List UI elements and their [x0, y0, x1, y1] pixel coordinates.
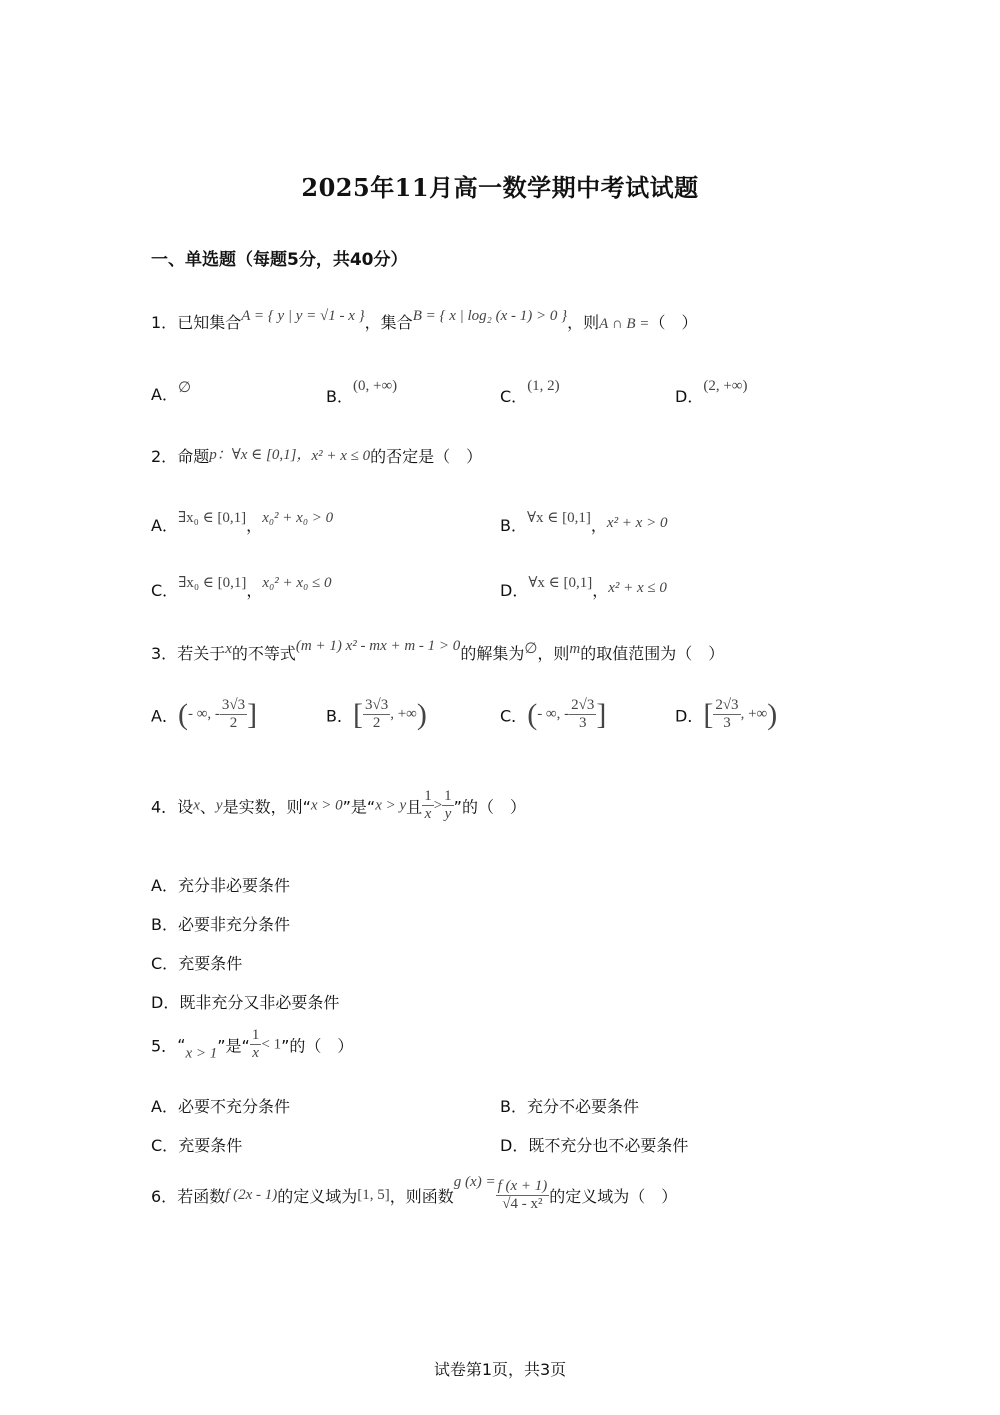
domain-value: [1, 5] — [357, 1187, 390, 1203]
numerator: 2√3 — [569, 697, 596, 715]
option-a — [151, 697, 257, 733]
question-text: 的定义域为 — [277, 1187, 358, 1206]
option-c — [500, 378, 560, 407]
question-text: 是实数，则“ — [222, 797, 311, 817]
question-number: 6． — [151, 1187, 178, 1206]
fraction — [422, 788, 434, 824]
option-text: 充分非必要条件 — [177, 876, 290, 895]
question-1 — [151, 308, 697, 333]
option-value: x² + x > 0 — [606, 515, 668, 531]
option-c — [151, 951, 242, 974]
option-text: 既不充分也不必要条件 — [528, 1136, 689, 1155]
question-text: 的取值范围为（ ） — [580, 644, 725, 663]
option-a — [151, 508, 333, 536]
question-text: 的否定是（ ） — [370, 447, 483, 466]
bracket: ) — [767, 697, 778, 731]
question-number: 1． — [151, 313, 178, 332]
fraction — [220, 697, 247, 733]
question-text: ，则 — [567, 313, 600, 332]
numerator: 1 — [422, 788, 434, 806]
numerator: f (x + 1) — [496, 1178, 550, 1196]
option-text: 充要条件 — [178, 1136, 243, 1155]
denominator: √4 - x² — [502, 1196, 543, 1212]
option-value: (2, +∞) — [703, 378, 748, 394]
option-label: C． — [500, 706, 528, 726]
option-text: 充分不必要条件 — [526, 1097, 639, 1116]
option-sep: ， — [590, 516, 607, 535]
option-value: ∅ — [177, 380, 192, 396]
option-label: D． — [675, 387, 704, 406]
inequality: (m + 1) x² - mx + m - 1 > 0 — [295, 638, 461, 654]
fraction — [442, 788, 454, 824]
question-6 — [151, 1174, 677, 1213]
option-label: A． — [151, 876, 178, 895]
question-text: 若函数 — [177, 1187, 226, 1206]
option-value: - ∞, - — [537, 706, 570, 723]
fraction — [363, 697, 390, 733]
inequality: x² + x ≤ 0 — [311, 448, 371, 464]
question-text: 的不等式 — [231, 644, 296, 663]
option-value: , +∞ — [740, 706, 768, 723]
denominator: 2 — [372, 715, 381, 732]
option-d — [151, 990, 339, 1013]
variable: x — [193, 797, 200, 814]
option-text: 充要条件 — [178, 954, 243, 973]
numerator: 3√3 — [220, 697, 247, 715]
option-b — [500, 1094, 639, 1117]
question-text: 的定义域为（ ） — [549, 1187, 678, 1206]
denominator: 3 — [578, 715, 587, 732]
question-text: ”的（ ） — [453, 797, 526, 817]
option-label: B． — [151, 915, 178, 934]
bracket: ( — [177, 697, 188, 731]
numerator: 3√3 — [363, 697, 390, 715]
option-value: ∃x₀ ∈ [0,1] — [178, 575, 247, 591]
bracket: ( — [527, 697, 538, 731]
option-a — [151, 1094, 290, 1117]
option-label: C． — [151, 954, 179, 973]
numerator: 1 — [442, 788, 454, 806]
question-2 — [151, 443, 482, 467]
question-text: ”是“ — [342, 797, 376, 817]
condition: x > y — [375, 797, 407, 814]
option-text: 必要非充分条件 — [177, 915, 290, 934]
option-value: x₀² + x₀ > 0 — [262, 510, 334, 526]
set-a: A = { y | y = √1 - x } — [241, 308, 365, 324]
option-label: D． — [500, 581, 529, 600]
option-b — [326, 697, 427, 733]
operator: > — [433, 797, 443, 814]
question-text: 已知集合 — [177, 313, 242, 332]
option-value: x² + x ≤ 0 — [608, 580, 667, 596]
fraction — [250, 1027, 262, 1063]
option-b — [500, 508, 667, 536]
question-text: 设 — [177, 797, 194, 817]
question-text: 且 — [406, 797, 423, 817]
bracket: ] — [247, 697, 258, 731]
variable: y — [215, 797, 223, 814]
denominator: y — [444, 806, 452, 823]
question-text: ”是“ — [217, 1036, 250, 1056]
section-heading: 一、单选题（每题5分，共40分） — [151, 250, 408, 270]
question-4 — [151, 788, 526, 824]
option-label: B． — [326, 387, 353, 406]
option-label: C． — [500, 387, 528, 406]
set-b: B = { x | log₂ (x - 1) > 0 } — [412, 308, 568, 324]
answer-paren: （ ） — [649, 313, 698, 332]
question-number: 3． — [151, 644, 178, 663]
question-text: 若关于 — [177, 644, 226, 663]
option-value: x₀² + x₀ ≤ 0 — [262, 575, 332, 591]
page-title: 2025年11月高一数学期中考试试题 — [301, 173, 699, 202]
option-label: A． — [151, 706, 178, 726]
function: g (x) = — [453, 1174, 496, 1190]
empty-set: ∅ — [524, 641, 538, 657]
proposition: p：∀x ∈ [0,1]， — [209, 447, 312, 463]
option-value: ∃x₀ ∈ [0,1] — [177, 510, 247, 526]
option-label: A． — [151, 385, 178, 404]
option-c — [500, 697, 606, 733]
question-text: ，集合 — [364, 313, 413, 332]
option-value: (0, +∞) — [352, 378, 398, 394]
expression: A ∩ B = — [599, 316, 650, 332]
option-sep: ， — [592, 581, 609, 600]
bracket: ] — [596, 697, 607, 731]
question-text: 的解集为 — [460, 644, 525, 663]
option-value: (1, 2) — [527, 378, 560, 394]
denominator: x — [424, 806, 432, 823]
option-value: ∀x ∈ [0,1] — [528, 575, 593, 591]
option-text: 必要不充分条件 — [177, 1097, 290, 1116]
question-text: 命题 — [177, 447, 210, 466]
option-text: 既非充分又非必要条件 — [179, 993, 340, 1012]
option-label: A． — [151, 1097, 178, 1116]
numerator: 1 — [250, 1027, 262, 1045]
numerator: 2√3 — [713, 697, 740, 715]
operator: < 1 — [261, 1036, 282, 1053]
bracket: [ — [703, 697, 714, 731]
option-label: D． — [500, 1136, 529, 1155]
denominator: 2 — [229, 715, 238, 732]
condition: x > 0 — [310, 797, 343, 814]
bracket: ) — [416, 697, 427, 731]
option-d — [675, 697, 777, 733]
option-label: D． — [675, 706, 704, 726]
denominator: 3 — [723, 715, 731, 732]
option-sep: ， — [246, 581, 263, 600]
question-number: 4． — [151, 797, 178, 817]
option-d — [500, 1133, 688, 1156]
option-d — [500, 573, 667, 601]
fraction — [569, 697, 596, 733]
denominator: x — [252, 1045, 259, 1062]
question-5 — [151, 1027, 353, 1063]
question-number: 5． — [151, 1036, 178, 1056]
page-footer: 试卷第1页，共3页 — [433, 1360, 567, 1379]
option-c — [151, 1133, 242, 1156]
question-text: 、 — [199, 797, 216, 817]
question-text: “ — [177, 1035, 186, 1055]
variable: x — [225, 641, 232, 657]
option-b — [326, 378, 397, 407]
option-label: A． — [151, 516, 178, 535]
question-text: ，则 — [537, 644, 570, 663]
fraction — [713, 697, 740, 733]
variable: m — [569, 641, 581, 657]
option-b — [151, 912, 290, 935]
option-value: - ∞, - — [187, 706, 220, 723]
option-label: C． — [151, 1136, 179, 1155]
option-a — [151, 873, 290, 896]
option-label: B． — [326, 706, 353, 726]
condition: x > 1 — [185, 1045, 218, 1062]
question-text: ，则函数 — [389, 1187, 454, 1206]
question-3 — [151, 638, 724, 664]
option-c — [151, 573, 332, 601]
function: f (2x - 1) — [225, 1187, 278, 1203]
option-label: B． — [500, 516, 527, 535]
option-value: , +∞ — [390, 706, 417, 723]
fraction — [496, 1178, 550, 1214]
option-sep: ， — [246, 516, 263, 535]
option-label: C． — [151, 581, 179, 600]
option-a — [151, 378, 191, 405]
option-d — [675, 378, 747, 407]
option-value: ∀x ∈ [0,1] — [526, 510, 591, 526]
option-label: B． — [500, 1097, 527, 1116]
bracket: [ — [352, 697, 363, 731]
question-number: 2． — [151, 447, 178, 466]
question-text: ”的（ ） — [281, 1036, 354, 1056]
option-label: D． — [151, 993, 180, 1012]
